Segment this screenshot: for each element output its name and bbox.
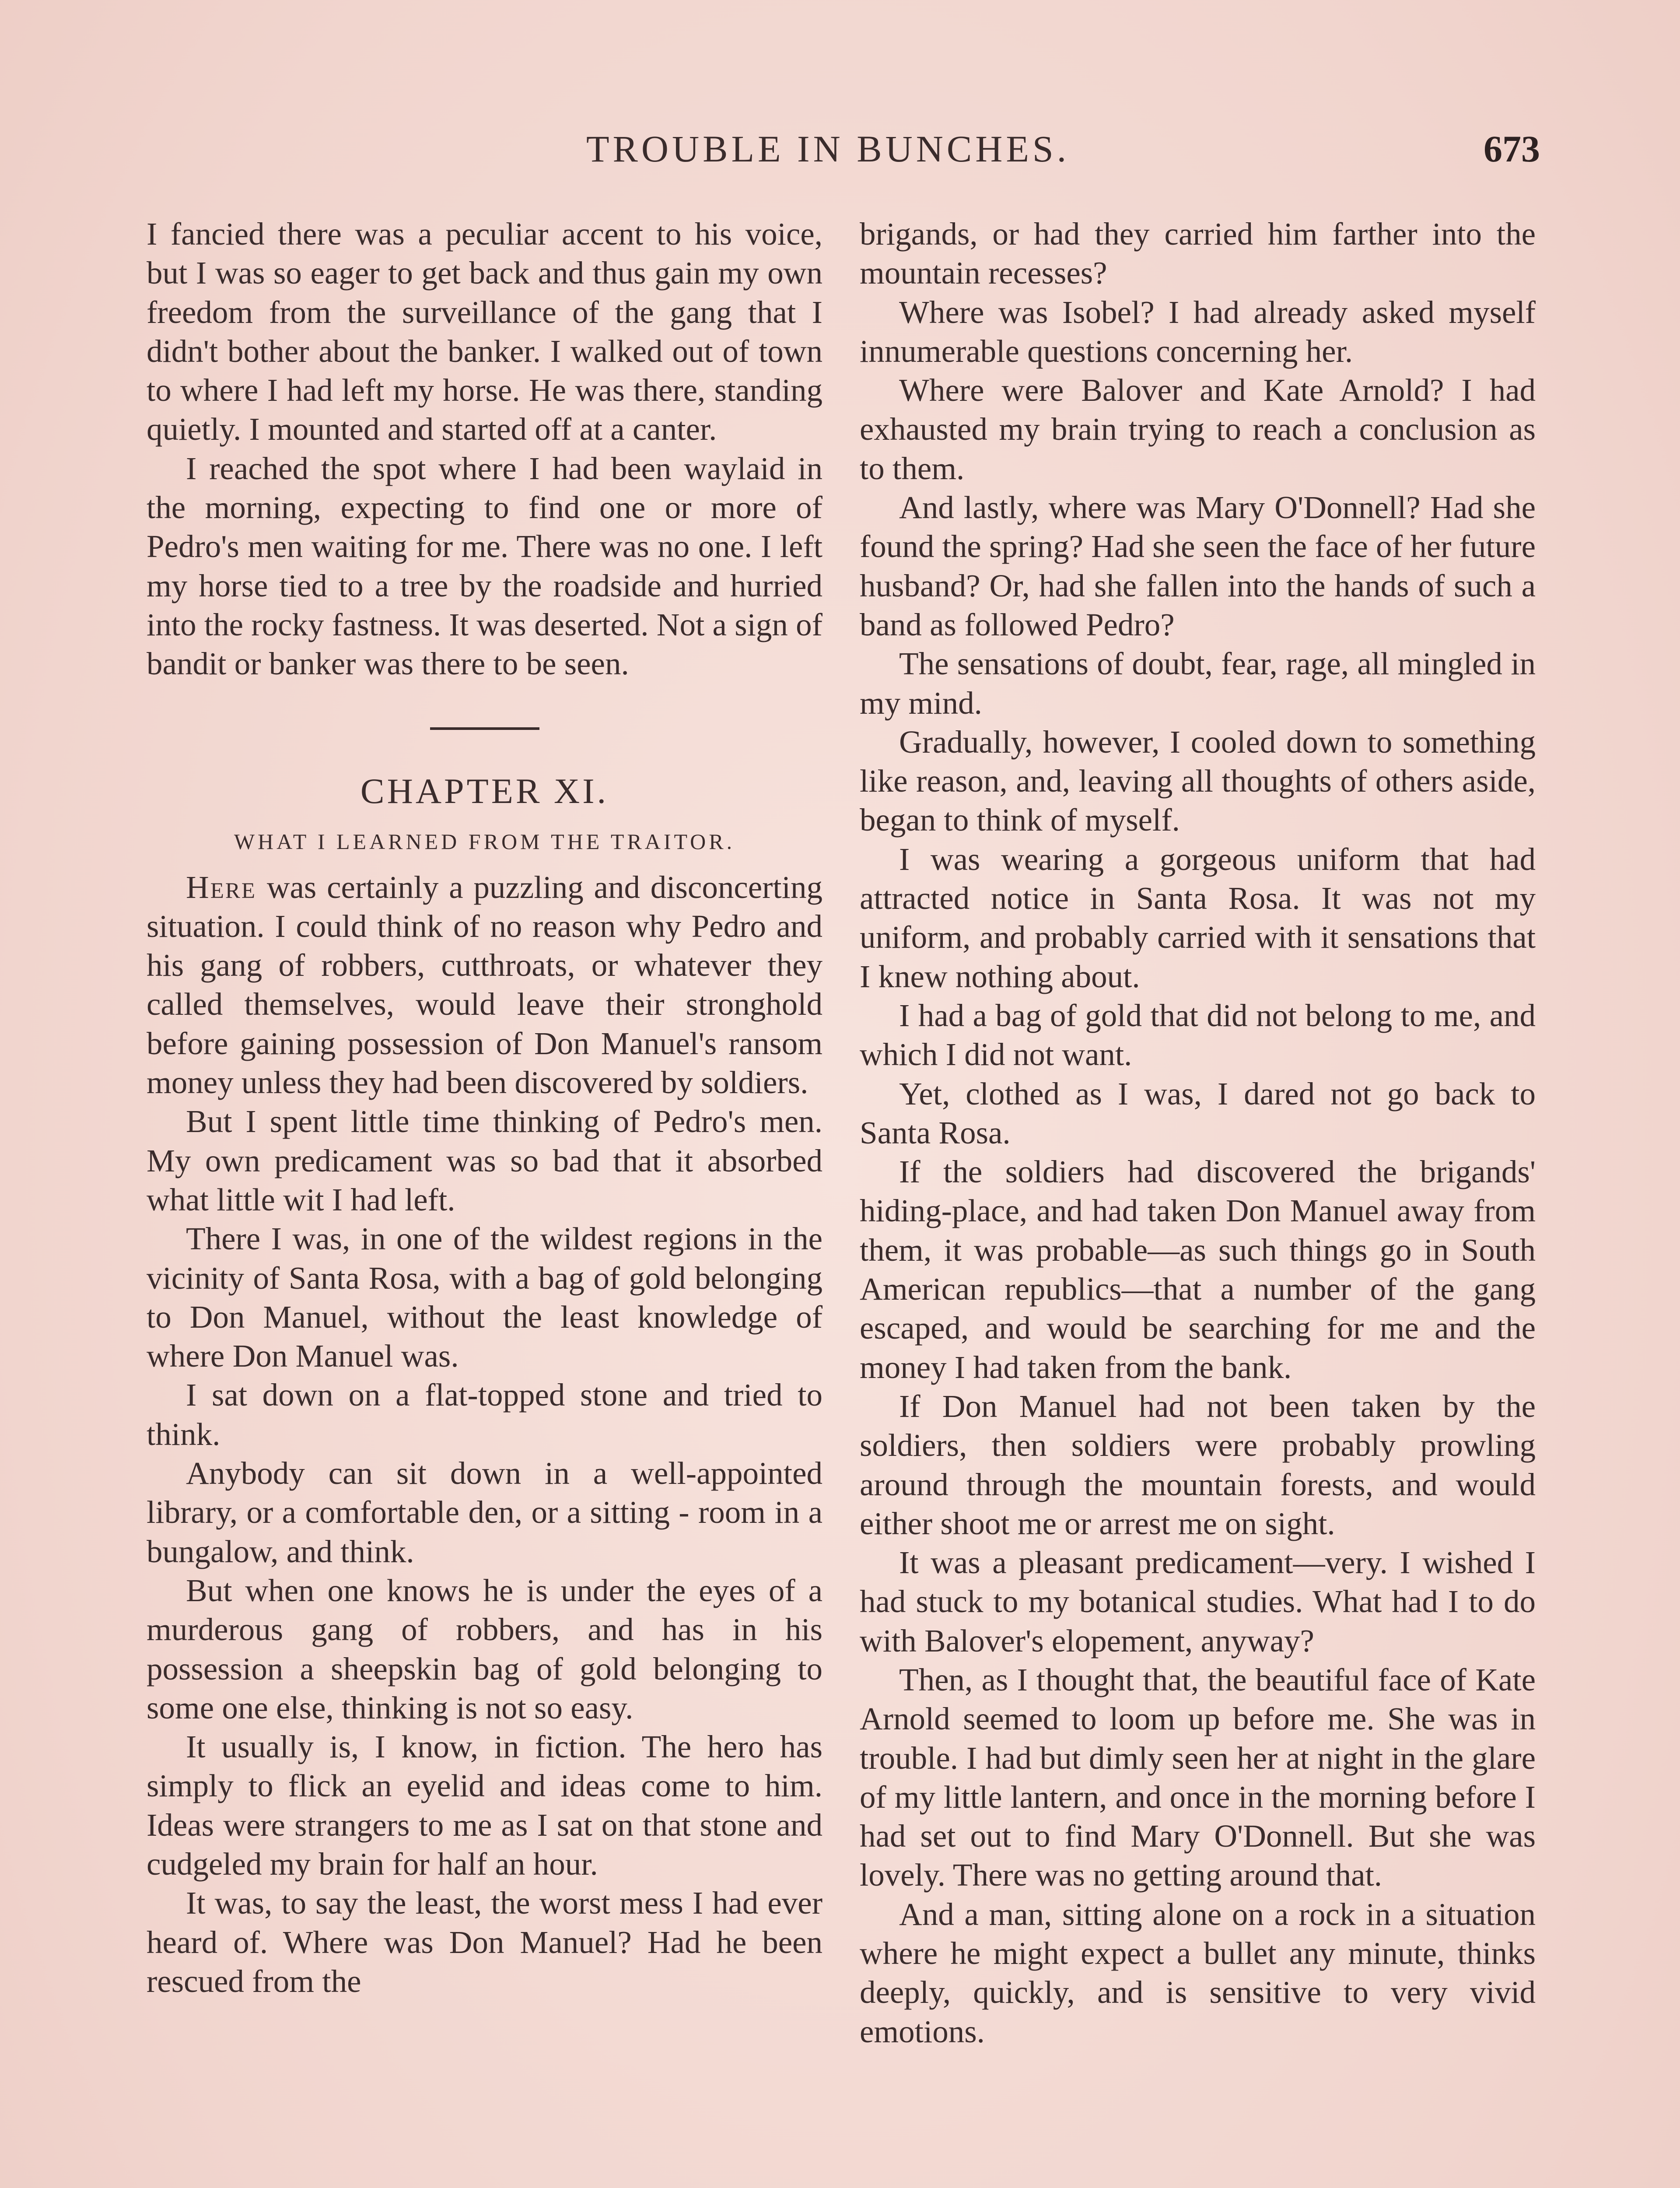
paragraph: It was a pleasant predicament—very. I wished I had stuck to my botanical studies. What had I to do with Balover's elopement, anyway?	[860, 1545, 1536, 1659]
chapter-title: CHAPTER XI.	[360, 771, 609, 811]
paragraph: There I was, in one of the wildest regions in the vicinity of Santa Rosa, with a bag of gold belonging to Don Manuel, without the least knowledge of where Don Manuel was.	[147, 1221, 822, 1374]
paragraph: I fancied there was a peculiar accent to his voice, but I was so eager to get back and thus gain my own freedom from the surveillance of the gang that I didn't bother about the banker. I walked out of town to where I had left my horse. He was there, standing quietly. I mounted and started off at a canter.	[147, 216, 822, 447]
paragraph: Where were Balover and Kate Arnold? I had exhausted my brain trying to reach a conclusion as to them.	[860, 372, 1536, 486]
paragraph: Gradually, however, I cooled down to something like reason, and, leaving all thoughts of others aside, began to think of myself.	[860, 724, 1536, 838]
left-column	[147, 214, 822, 2001]
paragraph	[147, 868, 822, 1102]
chapter-subtitle: WHAT I LEARNED FROM THE TRAITOR.	[234, 829, 735, 854]
right-column	[860, 214, 1536, 2051]
paragraph: The sensations of doubt, fear, rage, all mingled in my mind.	[860, 646, 1536, 721]
running-head: TROUBLE IN BUNCHES.	[586, 128, 1070, 170]
paragraph: Yet, clothed as I was, I dared not go back to Santa Rosa.	[860, 1076, 1536, 1150]
paragraph: I sat down on a flat-topped stone and tried to think.	[147, 1377, 822, 1452]
paragraph: I reached the spot where I had been waylaid in the morning, expecting to find one or more of Pedro's men waiting for me. There was no one. I left my horse tied to a tree by the roadside and hurried into the rocky fastness. It was deserted. Not a sign of bandit or banker was there to be seen.	[147, 450, 822, 682]
paragraph: It usually is, I know, in fiction. The hero has simply to flick an eyelid and ideas come to him. Ideas were strangers to me as I sat on that stone and cudgeled my brain for half an hour.	[147, 1729, 822, 1882]
drop-lead-word: Here	[186, 869, 257, 905]
paragraph: I was wearing a gorgeous uniform that had attracted notice in Santa Rosa. It was not my uniform, and probably carried with it sensations that I knew nothing about.	[860, 841, 1536, 994]
paragraph: Then, as I thought that, the beautiful face of Kate Arnold seemed to loom up before me. She was in trouble. I had but dimly seen her at night in the glare of my little lantern, and once in the morning before I had set out to find Mary O'Donnell. But she was lovely. There was no getting around that.	[860, 1662, 1536, 1893]
page-number: 673	[1484, 128, 1540, 170]
paragraph: Where was Isobel? I had already asked myself innumerable questions concerning her.	[860, 294, 1536, 369]
paragraph: brigands, or had they carried him farther into the mountain recesses?	[860, 216, 1536, 291]
paragraph: And a man, sitting alone on a rock in a situation where he might expect a bullet any minute, thinks deeply, quickly, and is sensitive to very vivid emotions.	[860, 1896, 1536, 2049]
paragraph: But when one knows he is under the eyes of a murderous gang of robbers, and has in his possession a sheepskin bag of gold belonging to some one else, thinking is not so easy.	[147, 1572, 822, 1725]
paragraph-text: was certainly a puzzling and disconcerting situation. I could think of no reason why Pedro and his gang of robbers, cutthroats, or whatever they called themselves, would leave their stronghold before gaining possession of Don Manuel's ransom money unless they had been discovered by soldiers.	[147, 869, 822, 1101]
section-divider	[430, 727, 539, 730]
paragraph: It was, to say the least, the worst mess I had ever heard of. Where was Don Manuel? Had he been rescued from the	[147, 1885, 822, 1999]
paragraph: If Don Manuel had not been taken by the soldiers, then soldiers were probably prowling around through the mountain forests, and would either shoot me or arrest me on sight.	[860, 1388, 1536, 1541]
paragraph: I had a bag of gold that did not belong to me, and which I did not want.	[860, 997, 1536, 1073]
paragraph: If the soldiers had discovered the brigands' hiding-place, and had taken Don Manuel away from them, it was probable—as such things go in South American republics—that a number of the gang escaped, and would be searching for me and the money I had taken from the bank.	[860, 1154, 1536, 1385]
paragraph: Anybody can sit down in a well-appointed library, or a comfortable den, or a sitting - room in a bungalow, and think.	[147, 1455, 822, 1569]
paragraph: And lastly, where was Mary O'Donnell? Had she found the spring? Had she seen the face of her future husband? Or, had she fallen into the hands of such a band as followed Pedro?	[860, 490, 1536, 642]
paragraph: But I spent little time thinking of Pedro's men. My own predicament was so bad that it absorbed what little wit I had left.	[147, 1104, 822, 1217]
